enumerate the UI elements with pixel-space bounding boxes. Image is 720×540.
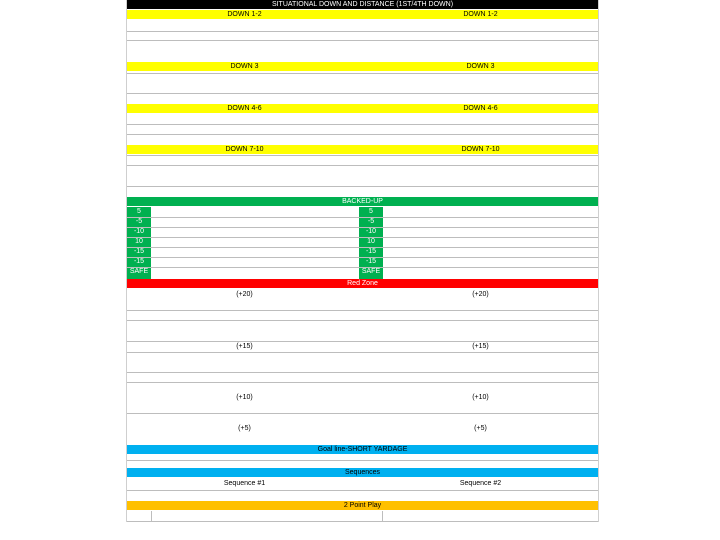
backed-up-label-left: SAFE xyxy=(127,267,151,279)
red-zone-right: (+15) xyxy=(472,343,489,350)
row-divider xyxy=(127,521,598,522)
sequence-2-label: Sequence #2 xyxy=(459,480,502,487)
row-divider xyxy=(127,310,598,311)
row-divider xyxy=(127,382,598,383)
red-zone-row xyxy=(127,424,598,434)
sequence-1-label: Sequence #1 xyxy=(223,480,266,487)
backed-up-label-right: 5 xyxy=(359,207,383,217)
down-header-1-2 xyxy=(127,10,598,19)
red-zone-right: (+20) xyxy=(472,291,489,298)
down-label-right: DOWN 4-6 xyxy=(463,105,498,112)
backed-up-label-left: 5 xyxy=(127,207,151,217)
backed-up-grid xyxy=(127,207,598,279)
red-zone-header: Red Zone xyxy=(127,279,598,288)
red-zone-left: (+5) xyxy=(238,425,251,432)
backed-up-label-left: 10 xyxy=(127,237,151,247)
backed-up-label-left: -15 xyxy=(127,247,151,257)
red-zone-row xyxy=(127,393,598,403)
backed-up-label-right: -15 xyxy=(359,257,383,267)
red-zone-left: (+20) xyxy=(236,291,253,298)
two-point-header: 2 Point Play xyxy=(127,501,598,510)
backed-up-label-right: 10 xyxy=(359,237,383,247)
column-divider xyxy=(382,511,383,521)
down-label-right: DOWN 7-10 xyxy=(461,146,500,153)
red-zone-left: (+15) xyxy=(236,343,253,350)
backed-up-label-right: SAFE xyxy=(359,267,383,279)
row-divider xyxy=(127,320,598,321)
column-divider xyxy=(151,511,152,521)
goal-line-header: Goal line-SHORT YARDAGE xyxy=(127,445,598,454)
row-divider xyxy=(127,372,598,373)
row-divider xyxy=(127,155,598,156)
row-divider xyxy=(127,247,598,248)
row-divider xyxy=(127,227,598,228)
backed-up-label-right: -10 xyxy=(359,227,383,237)
down-header-7-10 xyxy=(127,145,598,154)
row-divider xyxy=(127,217,598,218)
backed-up-label-left: -5 xyxy=(127,217,151,227)
red-zone-row xyxy=(127,342,598,352)
down-label-left: DOWN 4-6 xyxy=(227,105,262,112)
backed-up-label-left: -15 xyxy=(127,257,151,267)
red-zone-right: (+10) xyxy=(472,394,489,401)
red-zone-row xyxy=(127,290,598,300)
red-zone-right: (+5) xyxy=(474,425,487,432)
down-label-right: DOWN 3 xyxy=(466,63,495,70)
row-divider xyxy=(127,237,598,238)
down-header-4-6 xyxy=(127,104,598,113)
row-divider xyxy=(127,93,598,94)
row-divider xyxy=(127,490,598,491)
row-divider xyxy=(127,165,598,166)
row-divider xyxy=(127,460,598,461)
play-call-sheet xyxy=(126,0,599,522)
down-label-left: DOWN 7-10 xyxy=(225,146,264,153)
row-divider xyxy=(127,134,598,135)
backed-up-header: BACKED-UP xyxy=(127,197,598,206)
backed-up-label-right: -5 xyxy=(359,217,383,227)
backed-up-label-left: -10 xyxy=(127,227,151,237)
row-divider xyxy=(127,40,598,41)
down-label-left: DOWN 1-2 xyxy=(227,11,262,18)
row-divider xyxy=(127,257,598,258)
sequences-header: Sequences xyxy=(127,468,598,477)
row-divider xyxy=(127,31,598,32)
down-header-3 xyxy=(127,62,598,71)
row-divider xyxy=(127,413,598,414)
sequences-row xyxy=(127,479,598,489)
row-divider xyxy=(127,267,598,268)
down-label-right: DOWN 1-2 xyxy=(463,11,498,18)
sheet-title: SITUATIONAL DOWN AND DISTANCE (1ST/4TH DOWN) xyxy=(127,0,598,9)
down-label-left: DOWN 3 xyxy=(230,63,259,70)
row-divider xyxy=(127,186,598,187)
row-divider xyxy=(127,352,598,353)
row-divider xyxy=(127,73,598,74)
backed-up-label-right: -15 xyxy=(359,247,383,257)
red-zone-left: (+10) xyxy=(236,394,253,401)
row-divider xyxy=(127,124,598,125)
